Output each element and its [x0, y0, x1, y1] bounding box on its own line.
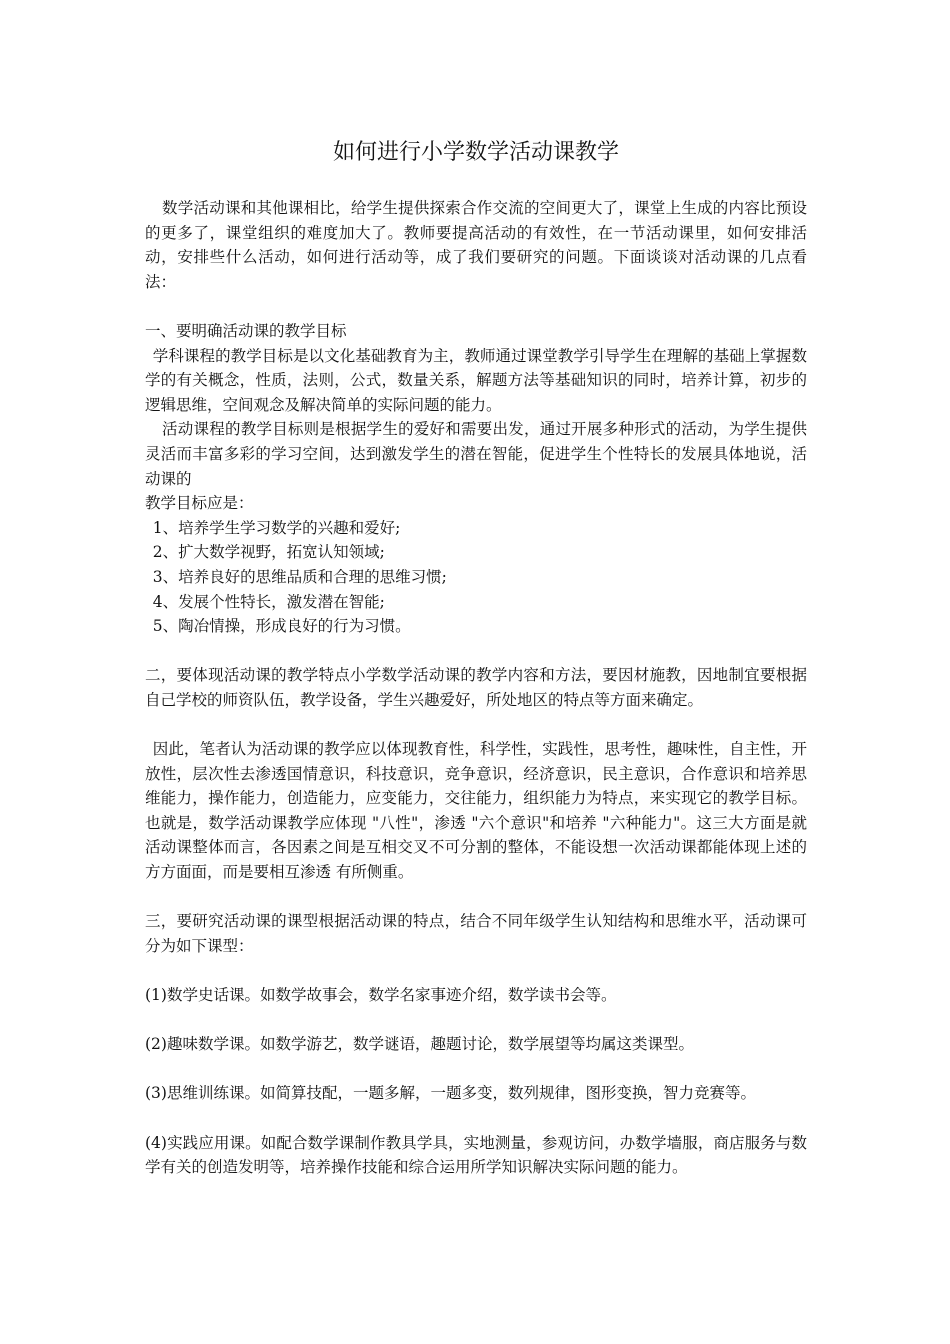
spacer [145, 885, 807, 910]
section3-paragraph-1: 三，要研究活动课的课型根据活动课的特点，结合不同年级学生认知结构和思维水平，活动课可分为如下课型： [145, 912, 807, 955]
course-type-2: (2)趣味数学课。如数学游艺，数学谜语，趣题讨论，数学展望等均属这类课型。 [145, 1035, 694, 1054]
spacer [145, 1106, 807, 1131]
goal-item-2: 2、扩大数学视野，拓宽认知领域; [152, 543, 385, 562]
section1-paragraph-2: 活动课程的教学目标则是根据学生的爱好和需要出发，通过开展多种形式的活动，为学生提供灵活而丰富多彩的学习空间，达到激发学生的潜在智能，促进学生个性特长的发展具体地说，活动课的 [145, 420, 807, 488]
spacer [145, 712, 807, 737]
section1-heading: 一、要明确活动课的教学目标 [145, 321, 347, 340]
section2-paragraph-2: 因此，笔者认为活动课的教学应以体现教育性，科学性，实践性，思考性，趣味性，自主性，开放性，层次性去渗透国情意识，科技意识，竞争意识，经济意识，民主意识，合作意识和培养思维能力，操作能力，创造能力，应变能力，交往能力，组织能力为特点，来实现它的教学目标。也就是，数学活动课教学应体现 "八性"，渗透 "六个意识"和培养 "六种能力"。这三大方面是就活动课整体而言，各因素之间是互相交叉不可分割的整体，不能设想一次活动课都能体现上述的方方面面，而是要相互渗透 有所侧重。 [145, 740, 807, 882]
document-page [145, 138, 807, 1180]
spacer [145, 958, 807, 983]
goal-item-1: 1、培养学生学习数学的兴趣和爱好; [152, 518, 401, 537]
intro-paragraph: 数学活动课和其他课相比，给学生提供探索合作交流的空间更大了，课堂上生成的内容比预设的更多了，课堂组织的难度加大了。教师要提高活动的有效性，在一节活动课里，如何安排活动，安排些什么活动，如何进行活动等，成了我们要研究的问题。下面谈谈对活动课的几点看法： [145, 199, 807, 291]
spacer [145, 294, 807, 319]
goal-item-3: 3、培养良好的思维品质和合理的思维习惯; [152, 567, 447, 586]
goal-item-4: 4、发展个性特长，激发潜在智能; [152, 592, 385, 611]
section2-paragraph-1: 二，要体现活动课的教学特点小学数学活动课的教学内容和方法，要因材施教，因地制宜要根据自己学校的师资队伍，教学设备，学生兴趣爱好，所处地区的特点等方面来确定。 [145, 666, 807, 709]
document-title: 如何进行小学数学活动课教学 [332, 140, 619, 165]
course-type-4: (4)实践应用课。如配合数学课制作教具学具，实地测量，参观访问，办数学墙服，商店服务与数学有关的创造发明等，培养操作技能和综合运用所学知识解决实际问题的能力。 [145, 1133, 807, 1177]
spacer [145, 1057, 807, 1082]
section1-paragraph-1: 学科课程的教学目标是以文化基础教育为主，教师通过课堂教学引导学生在理解的基础上掌握数学的有关概念，性质，法则，公式，数量关系，解题方法等基础知识的同时，培养计算，初步的逻辑思维，空间观念及解决简单的实际问题的能力。 [145, 346, 807, 414]
spacer [145, 1008, 807, 1033]
goal-item-5: 5、陶冶情操，形成良好的行为习惯。 [152, 617, 411, 636]
course-type-3: (3)思维训练课。如简算技配，一题多解，一题多变，数列规律，图形变换，智力竞赛等。 [145, 1084, 756, 1103]
section1-paragraph-3: 教学目标应是： [145, 494, 254, 513]
spacer [145, 639, 807, 664]
course-type-1: (1)数学史话课。如数学故事会，数学名家事迹介绍，数学读书会等。 [145, 986, 617, 1004]
